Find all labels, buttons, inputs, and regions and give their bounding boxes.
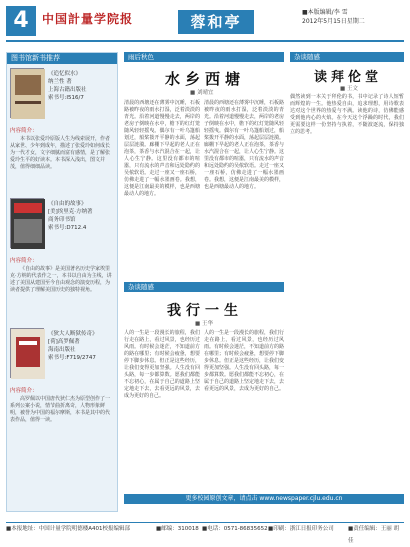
book-info: [48, 330, 116, 362]
book-callnumber: 索书号:D712.4: [48, 225, 87, 231]
header-rule: [6, 40, 404, 42]
book-cover-image: [10, 328, 44, 378]
book-author: 纳兰性 著: [48, 79, 72, 85]
book-summary: 高罗佩以中国唐代狄仁杰为原型创作了一系列公案小说，情节曲折离奇，人物形象鲜明，被誉为中国的福尔摩斯，本书是其中的代表作品，值得一读。: [10, 396, 111, 423]
article-section-bar: 雨后秋色: [124, 52, 284, 62]
footer-phone: ■电话：0571-86835652: [202, 526, 268, 532]
article-author: ■ 刘晴宜: [190, 90, 214, 96]
book-item: [10, 198, 114, 254]
page-number: 4: [6, 6, 36, 36]
footer-address: ■本报地址：中国计量学院明德楼A401校报编辑部: [6, 526, 130, 532]
book-title: 《狄大人断狱传奇》: [48, 331, 98, 337]
book-summary: 本书以张爱玲原版人生为线索展开，作者从家世、少年到成年，描述了张爱玲如何成长为一代才女，文字细腻而富有感情，是了解张爱玲生平的好读本。本书深入浅出，图文并茂，值得细细品读。: [10, 136, 111, 170]
book-callnumber: 索书号:I516/7: [48, 95, 84, 101]
book-recommend-title: 图书馆新书推荐: [7, 53, 117, 64]
page-header: [0, 0, 410, 44]
article-section-bar: 杂谈随感: [290, 52, 404, 62]
book-summary-label: 内容简介：: [10, 258, 38, 264]
newspaper-name: 中国計量学院报: [42, 12, 134, 26]
article-text-col: 清晨的西塘还在薄雾中沉睡，石板路被昨夜的雨水打湿，泛着淡淡的青光。沿着河道慢慢走去，两岸的老房子倒映在水中，檐下的红灯笼随风轻轻摇曳。偶尔有一叶乌篷船划过，船桨拨开平静的水面，荡起层层涟漪。廊棚下早起的老人正在泡茶，茶香与水汽混合在一起，让人心生宁静。这里没有都市的喧嚣，只有流水的声音和远处隐约的吴侬软语。走过一座又一座石桥，仿佛走进了一幅水墨画卷。我想，这便是江南最美的模样，也是西塘最动人的地方。: [204, 100, 285, 190]
footer-printer: ■印刷：浙江日报印务公司: [268, 526, 334, 532]
book-publisher: 海南出版社: [48, 347, 76, 353]
article-text-col: 人的一生是一段漫长的旅程，我们行走在路上，看过风景，也经历过风雨。有时候会迷茫，不知道前方的路在哪里；有时候会疲惫，想要停下脚步休息。但正是这些经历，让我们变得更加坚强。人生没有回头路，每一步都算数。愿我们都能不忘初心，在属于自己的道路上坚定地走下去，去看更远的风景，去成为更好的自己。: [124, 330, 200, 399]
book-summary-label: 内容简介：: [10, 128, 38, 134]
article-title: 水乡西塘: [164, 70, 245, 88]
page-footer: [6, 522, 404, 544]
footer-editor: ■责任编辑：王丽 胡佳: [348, 526, 399, 544]
book-author: [荷]高罗佩著: [48, 339, 80, 345]
book-cover-image: [10, 198, 44, 248]
article-text-col: 偶然读到一本关于拜伦的书，书中记录了诗人短暂而辉煌的一生。他热爱自由，追求理想，用诗歌表达对这个世界的热爱与不满。读他的诗，仿佛能感受到他内心的火焰。在今天这个浮躁的时代，我们更需要这样一份坚持与执着，不随波逐流，保持独立的思考。: [290, 94, 404, 135]
article-text-col: 清晨的西塘还在薄雾中沉睡，石板路被昨夜的雨水打湿，泛着淡淡的青光。沿着河道慢慢走去，两岸的老房子倒映在水中，檐下的红灯笼随风轻轻摇曳。偶尔有一叶乌篷船划过，船桨拨开平静的水面，荡起层层涟漪。廊棚下早起的老人正在泡茶，茶香与水汽混合在一起，让人心生宁静。这里没有都市的喧嚣，只有流水的声音和远处隐约的吴侬软语。走过一座又一座石桥，仿佛走进了一幅水墨画卷。我想，这便是江南最美的模样，也是西塘最动人的地方。: [124, 100, 200, 197]
section-title: 蓉和亭: [178, 10, 254, 34]
article-author: ■ 王华: [195, 321, 213, 327]
article-section-bar: 杂谈随感: [124, 282, 284, 292]
article-text-col: 人的一生是一段漫长的旅程，我们行走在路上，看过风景，也经历过风雨。有时候会迷茫，不知道前方的路在哪里；有时候会疲惫，想要停下脚步休息。但正是这些经历，让我们变得更加坚强。人生没有回头路，每一步都算数。愿我们都能不忘初心，在属于自己的道路上坚定地走下去，去看更远的风景，去成为更好的自己。: [204, 330, 285, 392]
date-line: 2012年5月15日星期二: [302, 18, 365, 25]
book-item: [10, 328, 114, 384]
book-title: 《自由的故事》: [48, 201, 87, 207]
book-summary: 《自由的故事》是美国著名历史学家埃里克·方纳的代表作之一，本书以自由为主线，讲述了美国从建国至今自由观念的演变历程，为读者提供了理解美国历史的独特视角。: [10, 266, 112, 293]
book-recommend-column: [6, 52, 118, 512]
book-publisher: 上海古籍出版社: [48, 87, 87, 93]
header-meta: [302, 8, 402, 26]
book-cover-image: [10, 68, 44, 118]
book-title: 《追忆似水》: [48, 71, 82, 77]
book-summary-label: 内容简介：: [10, 388, 38, 394]
book-callnumber: 索书号:F719/2747: [48, 355, 96, 361]
article-title: 读拜伦堂: [313, 70, 382, 85]
book-info: [48, 200, 116, 232]
article-author: ■ 王文: [340, 86, 358, 92]
book-item: [10, 68, 114, 124]
footer-postcode: ■邮编：310018: [156, 526, 199, 532]
editor-line: ■本版编辑/李 雪: [302, 9, 348, 16]
website-banner: 更多校园原创文章，请点击 www.newspaper.cjlu.edu.cn: [124, 494, 404, 504]
book-info: [48, 70, 116, 102]
book-author: [美]埃里克·方纳著: [48, 209, 93, 215]
article-title: 我行一生: [167, 303, 243, 319]
book-publisher: 商务印书馆: [48, 217, 76, 223]
